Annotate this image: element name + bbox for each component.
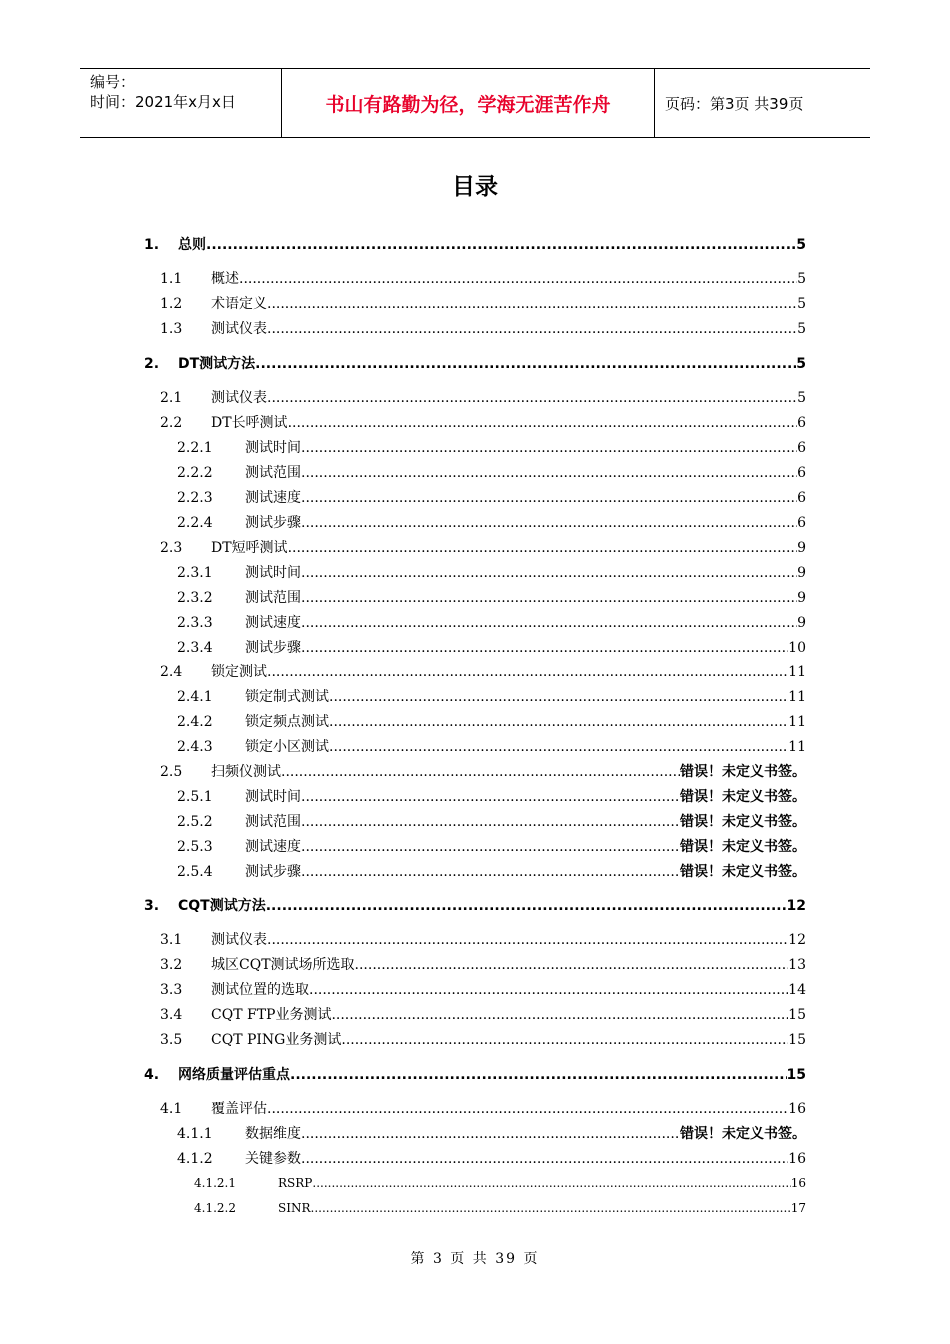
toc-entry-number: 2.4.3 bbox=[177, 739, 213, 755]
toc-entry[interactable] bbox=[177, 512, 806, 534]
toc-leader-dots bbox=[267, 387, 797, 409]
toc-entry-page: 5 bbox=[797, 390, 806, 406]
toc-entry[interactable] bbox=[177, 612, 806, 634]
toc-entry[interactable] bbox=[144, 1064, 806, 1086]
toc-entry-title: 概述 bbox=[211, 271, 239, 287]
toc-leader-dots bbox=[331, 1004, 788, 1026]
toc-leader-dots bbox=[301, 1148, 788, 1170]
toc-entry-number: 3.5 bbox=[160, 1032, 183, 1048]
toc-entry[interactable] bbox=[160, 387, 806, 409]
toc-entry-number: 2.2.2 bbox=[177, 465, 213, 481]
toc-entry-title: 锁定频点测试 bbox=[245, 714, 329, 730]
toc-leader-dots bbox=[329, 736, 788, 758]
toc-leader-dots bbox=[267, 1098, 788, 1120]
toc-leader-dots bbox=[301, 811, 680, 833]
toc-leader-dots bbox=[288, 537, 798, 559]
toc-entry-number: 2.2.1 bbox=[177, 440, 213, 456]
toc-entry[interactable] bbox=[177, 1123, 806, 1145]
toc-entry-title: 锁定测试 bbox=[211, 664, 267, 680]
toc-entry-number: 2.5.3 bbox=[177, 839, 213, 855]
toc-leader-dots bbox=[301, 861, 680, 883]
toc-entry-page: 11 bbox=[788, 664, 806, 680]
toc-entry-page: 错误！未定义书签。 bbox=[680, 864, 806, 880]
toc-entry-title: DT短呼测试 bbox=[211, 540, 288, 556]
toc-entry-page: 15 bbox=[788, 1032, 806, 1048]
toc-entry-page: 5 bbox=[796, 356, 806, 372]
toc-entry-title: 锁定制式测试 bbox=[245, 689, 329, 705]
toc-entry[interactable] bbox=[177, 861, 806, 883]
toc-title: 目录 bbox=[452, 174, 498, 200]
toc-leader-dots bbox=[312, 1173, 790, 1193]
toc-leader-dots bbox=[301, 587, 797, 609]
toc-entry-title: SINR bbox=[278, 1201, 311, 1215]
toc-entry[interactable] bbox=[144, 895, 806, 917]
toc-entry[interactable] bbox=[160, 929, 806, 951]
toc-leader-dots bbox=[301, 786, 680, 808]
toc-entry[interactable] bbox=[160, 761, 806, 783]
toc-entry[interactable] bbox=[177, 786, 806, 808]
toc-entry-title: DT测试方法 bbox=[178, 356, 256, 372]
toc-entry-number: 3.1 bbox=[160, 932, 183, 948]
toc-entry-number: 2.2.3 bbox=[177, 490, 213, 506]
toc-entry-title: CQT测试方法 bbox=[178, 898, 266, 914]
toc-leader-dots bbox=[341, 1029, 788, 1051]
toc-entry-number: 3. bbox=[144, 898, 160, 914]
page-header bbox=[80, 68, 870, 138]
toc-entry-number: 2.5 bbox=[160, 764, 183, 780]
toc-entry[interactable] bbox=[144, 353, 806, 375]
toc-entry-page: 6 bbox=[797, 515, 806, 531]
toc-entry[interactable] bbox=[194, 1173, 806, 1193]
toc-entry[interactable] bbox=[177, 487, 806, 509]
toc-entry-page: 16 bbox=[788, 1101, 806, 1117]
header-motto: 书山有路勤为径，学海无涯苦作舟 bbox=[282, 69, 655, 137]
toc-entry-title: 测试范围 bbox=[245, 814, 301, 830]
toc-entry-number: 2.4 bbox=[160, 664, 183, 680]
toc-entry[interactable] bbox=[177, 736, 806, 758]
date-label: 时间：2021年x月x日 bbox=[90, 93, 236, 111]
toc-entry-title: 测试时间 bbox=[245, 565, 301, 581]
number-label: 编号： bbox=[90, 73, 136, 91]
toc-entry[interactable] bbox=[194, 1198, 806, 1218]
toc-entry-page: 错误！未定义书签。 bbox=[680, 814, 806, 830]
toc-entry-number: 4.1.2.2 bbox=[194, 1201, 236, 1215]
toc-leader-dots bbox=[266, 895, 787, 917]
header-page-label: 页码：第3页 共39页 bbox=[665, 94, 804, 113]
toc-entry[interactable] bbox=[160, 412, 806, 434]
toc-entry[interactable] bbox=[177, 462, 806, 484]
toc-entry-page: 错误！未定义书签。 bbox=[680, 764, 806, 780]
toc-entry-page: 错误！未定义书签。 bbox=[680, 1126, 806, 1142]
toc-entry-title: 关键参数 bbox=[245, 1151, 301, 1167]
toc-entry-number: 1.1 bbox=[160, 271, 183, 287]
toc-entry-title: 测试步骤 bbox=[245, 515, 301, 531]
toc-entry-number: 2.5.4 bbox=[177, 864, 213, 880]
toc-entry[interactable] bbox=[160, 661, 806, 683]
toc-entry-title: 总则 bbox=[178, 237, 206, 253]
toc-entry-number: 2.2.4 bbox=[177, 515, 213, 531]
toc-entry-number: 2.1 bbox=[160, 390, 183, 406]
toc-entry-title: DT长呼测试 bbox=[211, 415, 288, 431]
toc-entry-page: 6 bbox=[797, 415, 806, 431]
toc-entry-number: 3.3 bbox=[160, 982, 183, 998]
toc-entry-title: 网络质量评估重点 bbox=[178, 1067, 290, 1083]
toc-entry-number: 4.1 bbox=[160, 1101, 183, 1117]
toc-leader-dots bbox=[281, 761, 680, 783]
toc-leader-dots bbox=[267, 929, 788, 951]
toc-entry-page: 13 bbox=[788, 957, 806, 973]
toc-entry-page: 错误！未定义书签。 bbox=[680, 839, 806, 855]
toc-entry-page: 11 bbox=[788, 739, 806, 755]
toc-entry-page: 5 bbox=[797, 296, 806, 312]
toc-entry-title: 测试仪表 bbox=[211, 390, 267, 406]
toc-leader-dots bbox=[206, 234, 796, 256]
toc-entry-title: 术语定义 bbox=[211, 296, 267, 312]
toc-entry[interactable] bbox=[160, 1029, 806, 1051]
toc-entry[interactable] bbox=[160, 1004, 806, 1026]
toc-entry-title: 测试仪表 bbox=[211, 932, 267, 948]
toc-leader-dots bbox=[267, 661, 788, 683]
toc-entry-title: 测试范围 bbox=[245, 465, 301, 481]
page-footer: 第 3 页 共 39 页 bbox=[410, 1251, 540, 1267]
toc-entry-number: 2.3 bbox=[160, 540, 183, 556]
toc-entry-number: 4.1.1 bbox=[177, 1126, 213, 1142]
toc-entry[interactable] bbox=[160, 537, 806, 559]
toc-leader-dots bbox=[329, 686, 788, 708]
toc-entry-title: 测试速度 bbox=[245, 490, 301, 506]
toc-entry-page: 10 bbox=[788, 640, 806, 656]
toc-entry-page: 15 bbox=[786, 1067, 806, 1083]
toc-leader-dots bbox=[301, 836, 680, 858]
toc-leader-dots bbox=[288, 412, 798, 434]
toc-entry-number: 2.4.2 bbox=[177, 714, 213, 730]
toc-entry[interactable] bbox=[160, 954, 806, 976]
toc-entry-title: 数据维度 bbox=[245, 1126, 301, 1142]
toc-entry[interactable] bbox=[177, 637, 806, 659]
toc-leader-dots bbox=[301, 637, 788, 659]
toc-leader-dots bbox=[301, 1123, 680, 1145]
toc-entry-number: 4. bbox=[144, 1067, 160, 1083]
toc-entry-title: 测试范围 bbox=[245, 590, 301, 606]
toc-entry-number: 3.2 bbox=[160, 957, 183, 973]
toc-leader-dots bbox=[290, 1064, 787, 1086]
toc-entry-page: 12 bbox=[788, 932, 806, 948]
toc-entry-title: 扫频仪测试 bbox=[211, 764, 281, 780]
toc-entry-number: 2.3.2 bbox=[177, 590, 213, 606]
toc-entry[interactable] bbox=[177, 811, 806, 833]
toc-entry-page: 6 bbox=[797, 465, 806, 481]
toc-entry-page: 9 bbox=[797, 565, 806, 581]
toc-entry-page: 14 bbox=[788, 982, 806, 998]
toc-entry-title: 覆盖评估 bbox=[211, 1101, 267, 1117]
toc-entry-number: 4.1.2.1 bbox=[194, 1176, 236, 1190]
toc-leader-dots bbox=[267, 318, 797, 340]
toc-entry-page: 6 bbox=[797, 490, 806, 506]
toc-entry-page: 6 bbox=[797, 440, 806, 456]
toc-entry-title: 锁定小区测试 bbox=[245, 739, 329, 755]
toc-leader-dots bbox=[255, 353, 796, 375]
toc-entry-page: 9 bbox=[797, 540, 806, 556]
toc-entry-title: 测试速度 bbox=[245, 615, 301, 631]
toc-entry-title: 测试时间 bbox=[245, 789, 301, 805]
toc-entry-page: 5 bbox=[797, 321, 806, 337]
toc-entry-title: 测试仪表 bbox=[211, 321, 267, 337]
toc-entry-number: 4.1.2 bbox=[177, 1151, 213, 1167]
toc-entry[interactable] bbox=[160, 318, 806, 340]
toc-entry[interactable] bbox=[160, 979, 806, 1001]
toc-entry-number: 2.3.3 bbox=[177, 615, 213, 631]
toc-entry-page: 17 bbox=[790, 1201, 806, 1215]
toc-entry-page: 5 bbox=[797, 271, 806, 287]
toc-entry-number: 1.2 bbox=[160, 296, 183, 312]
toc-entry-page: 错误！未定义书签。 bbox=[680, 789, 806, 805]
toc-leader-dots bbox=[311, 1198, 791, 1218]
toc-entry[interactable] bbox=[177, 711, 806, 733]
toc-entry-title: 测试位置的选取 bbox=[211, 982, 309, 998]
toc-entry[interactable] bbox=[160, 293, 806, 315]
toc-leader-dots bbox=[301, 437, 797, 459]
toc-leader-dots bbox=[301, 462, 797, 484]
toc-entry-title: RSRP bbox=[278, 1176, 313, 1190]
toc-entry-title: 城区CQT测试场所选取 bbox=[211, 957, 355, 973]
toc-entry[interactable] bbox=[160, 1098, 806, 1120]
toc-entry[interactable] bbox=[177, 836, 806, 858]
toc-entry-number: 2.2 bbox=[160, 415, 183, 431]
toc-entry[interactable] bbox=[177, 1148, 806, 1170]
toc-entry-title: 测试时间 bbox=[245, 440, 301, 456]
toc-entry-title: CQT PING业务测试 bbox=[211, 1032, 342, 1048]
toc-entry-page: 11 bbox=[788, 689, 806, 705]
toc-entry-page: 5 bbox=[796, 237, 806, 253]
toc-entry-title: CQT FTP业务测试 bbox=[211, 1007, 332, 1023]
toc-entry-page: 9 bbox=[797, 590, 806, 606]
toc-leader-dots bbox=[239, 268, 797, 290]
toc-leader-dots bbox=[267, 293, 797, 315]
toc-leader-dots bbox=[301, 487, 797, 509]
toc-leader-dots bbox=[301, 512, 797, 534]
toc-entry-number: 2.5.2 bbox=[177, 814, 213, 830]
toc-entry[interactable] bbox=[144, 234, 806, 256]
toc-entry-page: 12 bbox=[786, 898, 806, 914]
toc-entry-number: 1. bbox=[144, 237, 160, 253]
toc-entry-page: 11 bbox=[788, 714, 806, 730]
toc-leader-dots bbox=[329, 711, 788, 733]
toc-entry[interactable] bbox=[177, 437, 806, 459]
toc-entry-title: 测试速度 bbox=[245, 839, 301, 855]
toc-entry-title: 测试步骤 bbox=[245, 864, 301, 880]
toc-entry[interactable] bbox=[160, 268, 806, 290]
toc-entry-number: 2.3.4 bbox=[177, 640, 213, 656]
toc-entry-number: 2.5.1 bbox=[177, 789, 213, 805]
toc-entry[interactable] bbox=[177, 587, 806, 609]
toc-leader-dots bbox=[301, 562, 797, 584]
toc-leader-dots bbox=[309, 979, 788, 1001]
toc-entry-page: 15 bbox=[788, 1007, 806, 1023]
toc-entry-number: 3.4 bbox=[160, 1007, 183, 1023]
toc-entry-title: 测试步骤 bbox=[245, 640, 301, 656]
toc-entry-number: 2.3.1 bbox=[177, 565, 213, 581]
header-info-cell bbox=[80, 69, 282, 137]
toc-entry-number: 1.3 bbox=[160, 321, 183, 337]
toc-leader-dots bbox=[355, 954, 789, 976]
toc-entry[interactable] bbox=[177, 686, 806, 708]
toc-entry-page: 16 bbox=[788, 1151, 806, 1167]
toc-leader-dots bbox=[301, 612, 797, 634]
toc-entry-page: 9 bbox=[797, 615, 806, 631]
toc-entry-number: 2. bbox=[144, 356, 160, 372]
toc-entry[interactable] bbox=[177, 562, 806, 584]
toc-entry-number: 2.4.1 bbox=[177, 689, 213, 705]
toc-entry-page: 16 bbox=[790, 1176, 806, 1190]
